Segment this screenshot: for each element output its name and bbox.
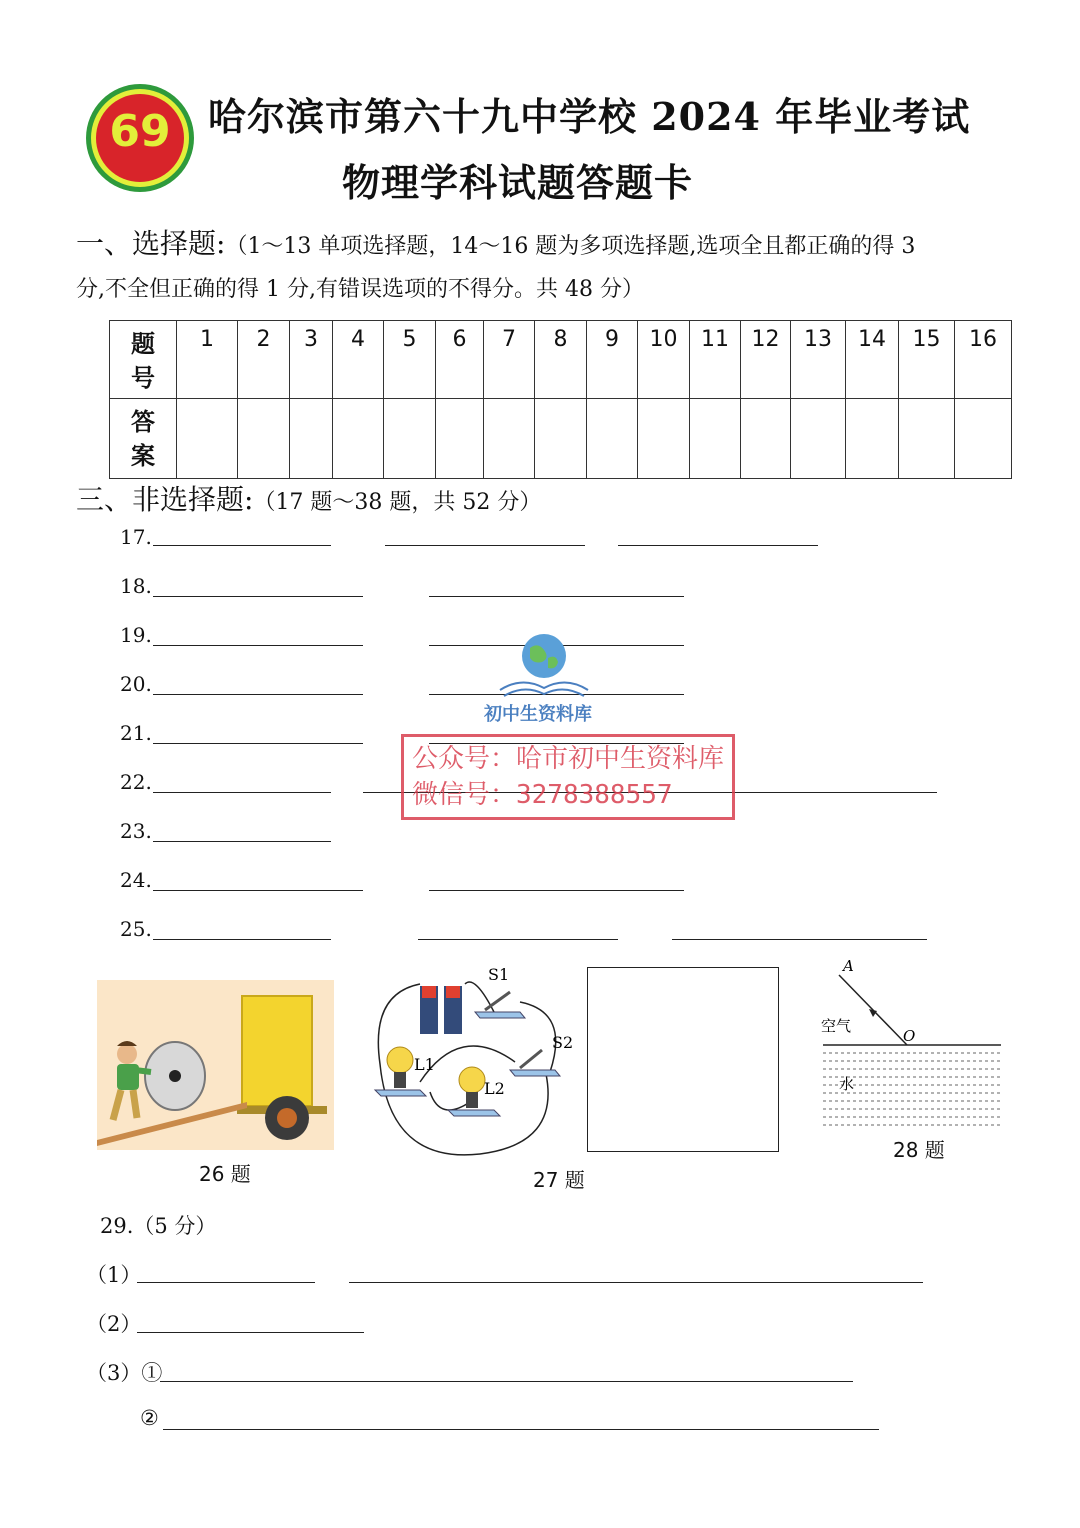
q29-part3-label: （3）① bbox=[86, 1361, 163, 1385]
section3-heading: 三、非选择题: bbox=[76, 483, 254, 516]
answer-line[interactable] bbox=[153, 596, 363, 597]
question-label: 22. bbox=[120, 770, 152, 794]
q29-part1-label: （1） bbox=[86, 1263, 142, 1287]
question-number: 12 bbox=[741, 321, 791, 399]
answer-line[interactable] bbox=[349, 1282, 923, 1283]
point-a-label: A bbox=[843, 957, 854, 975]
q29-part2-label: （2） bbox=[86, 1312, 142, 1336]
answer-cell[interactable] bbox=[638, 399, 690, 479]
figure-26-caption: 26 题 bbox=[199, 1162, 251, 1186]
answer-cell[interactable] bbox=[955, 399, 1012, 479]
row-label-text: 题号 bbox=[131, 329, 155, 392]
answer-line[interactable] bbox=[163, 1429, 879, 1430]
globe-book-icon bbox=[494, 628, 594, 700]
lamp-l1-label: L1 bbox=[414, 1055, 435, 1074]
point-o-label: O bbox=[903, 1027, 916, 1045]
watermark-stamp bbox=[401, 734, 735, 820]
school-logo bbox=[84, 82, 196, 194]
figure-28-diagram bbox=[815, 955, 1005, 1135]
figure-27-circuit bbox=[370, 962, 580, 1162]
figure-26-illustration bbox=[97, 980, 334, 1150]
watermark-name: 初中生资料库 bbox=[484, 704, 592, 725]
answer-line[interactable] bbox=[153, 792, 331, 793]
row-label-number bbox=[110, 321, 177, 399]
section1-heading: 一、选择题: bbox=[76, 227, 226, 260]
question-number: 7 bbox=[484, 321, 535, 399]
answer-cell[interactable] bbox=[690, 399, 741, 479]
question-number: 11 bbox=[690, 321, 741, 399]
question-number: 9 bbox=[587, 321, 638, 399]
water-label: 水 bbox=[839, 1075, 855, 1093]
question-number: 4 bbox=[333, 321, 384, 399]
question-number: 13 bbox=[791, 321, 846, 399]
circuit-drawing-box[interactable] bbox=[587, 967, 779, 1152]
answer-line[interactable] bbox=[418, 939, 618, 940]
svg-text:69: 69 bbox=[109, 106, 171, 157]
answer-cell[interactable] bbox=[899, 399, 955, 479]
section3-note: （17 题～38 题，共 52 分） bbox=[253, 490, 542, 515]
page-subtitle: 物理学科试题答题卡 bbox=[342, 160, 694, 205]
answer-cell[interactable] bbox=[484, 399, 535, 479]
answer-cell[interactable] bbox=[846, 399, 899, 479]
question-number: 3 bbox=[290, 321, 333, 399]
question-number: 1 bbox=[177, 321, 238, 399]
answer-line[interactable] bbox=[153, 890, 363, 891]
answer-table bbox=[109, 320, 1012, 479]
answer-cell[interactable] bbox=[333, 399, 384, 479]
section3-heading-line bbox=[76, 478, 541, 518]
answer-line[interactable] bbox=[618, 545, 818, 546]
answer-cell[interactable] bbox=[791, 399, 846, 479]
question-label: 17. bbox=[120, 525, 152, 549]
question-label: 23. bbox=[120, 819, 152, 843]
answer-line[interactable] bbox=[153, 694, 363, 695]
question-number: 8 bbox=[535, 321, 587, 399]
question-number: 14 bbox=[846, 321, 899, 399]
question-label: 24. bbox=[120, 868, 152, 892]
section1-note-1: （1～13 单项选择题，14～16 题为多项选择题,选项全且都正确的得 3 bbox=[225, 234, 916, 259]
answer-line[interactable] bbox=[153, 743, 363, 744]
answer-line[interactable] bbox=[672, 939, 927, 940]
switch-s2-label: S2 bbox=[552, 1033, 574, 1052]
answer-line[interactable] bbox=[137, 1282, 315, 1283]
question-number: 2 bbox=[238, 321, 290, 399]
answer-cell[interactable] bbox=[290, 399, 333, 479]
stamp-line-1: 公众号：哈市初中生资料库 bbox=[412, 744, 725, 774]
answer-line[interactable] bbox=[137, 1332, 364, 1333]
answer-line[interactable] bbox=[153, 545, 331, 546]
page-title: 哈尔滨市第六十九中学校 2024 年毕业考试 bbox=[208, 94, 971, 139]
stamp-line-2: 微信号：3278388557 bbox=[412, 780, 673, 810]
question-number: 5 bbox=[384, 321, 436, 399]
answer-cell[interactable] bbox=[741, 399, 791, 479]
answer-cell[interactable] bbox=[587, 399, 638, 479]
question-number: 16 bbox=[955, 321, 1012, 399]
figure-27-caption: 27 题 bbox=[533, 1168, 585, 1192]
answer-line[interactable] bbox=[153, 939, 331, 940]
air-label: 空气 bbox=[821, 1017, 852, 1035]
row-label-text: 答案 bbox=[131, 407, 155, 470]
switch-s1-label: S1 bbox=[488, 965, 510, 984]
section1-note-2: 分,不全但正确的得 1 分,有错误选项的不得分。共 48 分） bbox=[76, 277, 644, 302]
question-label: 21. bbox=[120, 721, 152, 745]
answer-cell[interactable] bbox=[238, 399, 290, 479]
lamp-l2-label: L2 bbox=[484, 1079, 505, 1098]
answer-line[interactable] bbox=[160, 1381, 853, 1382]
answer-line[interactable] bbox=[429, 890, 684, 891]
answer-line[interactable] bbox=[429, 596, 684, 597]
q29-title: 29.（5 分） bbox=[100, 1214, 217, 1238]
figure-28-caption: 28 题 bbox=[893, 1138, 945, 1162]
row-label-answer bbox=[110, 399, 177, 479]
answer-cell[interactable] bbox=[535, 399, 587, 479]
question-label: 20. bbox=[120, 672, 152, 696]
section1-heading-line bbox=[76, 222, 915, 262]
answer-line[interactable] bbox=[385, 545, 585, 546]
answer-line[interactable] bbox=[153, 841, 331, 842]
question-number: 10 bbox=[638, 321, 690, 399]
q29-part3b-label: ② bbox=[140, 1406, 159, 1430]
answer-line[interactable] bbox=[153, 645, 363, 646]
question-label: 19. bbox=[120, 623, 152, 647]
question-number: 15 bbox=[899, 321, 955, 399]
question-label: 25. bbox=[120, 917, 152, 941]
answer-cell[interactable] bbox=[177, 399, 238, 479]
answer-cell[interactable] bbox=[436, 399, 484, 479]
question-number: 6 bbox=[436, 321, 484, 399]
answer-cell[interactable] bbox=[384, 399, 436, 479]
question-label: 18. bbox=[120, 574, 152, 598]
